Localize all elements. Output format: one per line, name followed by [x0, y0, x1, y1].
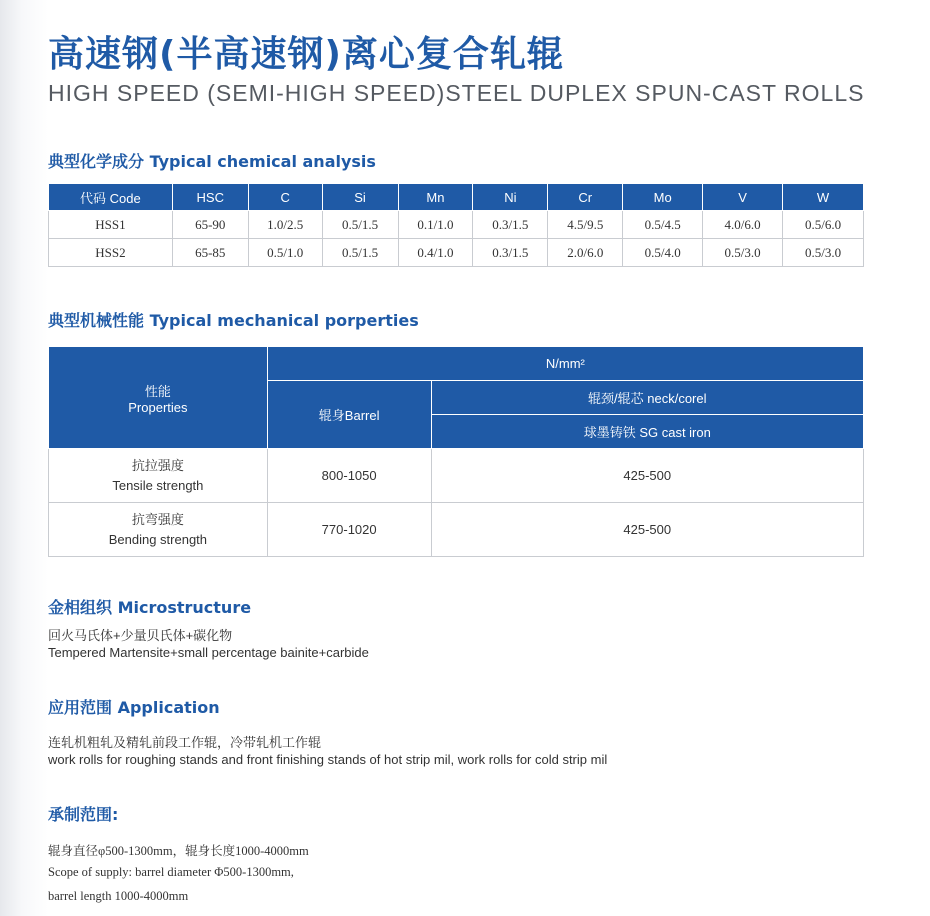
column-header: HSC — [172, 184, 248, 211]
table-cell: 0.3/1.5 — [473, 239, 548, 267]
barrel-value: 770-1020 — [267, 503, 431, 557]
table-cell: 65-85 — [172, 239, 248, 267]
neck-header: 辊颈/辊芯 neck/corel — [431, 381, 863, 415]
table-cell: 0.5/4.5 — [623, 211, 703, 239]
table-cell: 4.5/9.5 — [548, 211, 623, 239]
neck-value: 425-500 — [431, 503, 863, 557]
table-cell: 0.5/6.0 — [783, 211, 864, 239]
scope-line-3: barrel length 1000-4000mm — [48, 889, 189, 903]
table-row — [49, 503, 864, 557]
scope-heading: 承制范围: — [48, 805, 119, 824]
table-cell: 0.5/4.0 — [623, 239, 703, 267]
barrel-header: 辊身Barrel — [267, 381, 431, 449]
column-header: W — [783, 184, 864, 211]
column-header: V — [703, 184, 783, 211]
property-name-en: Bending strength — [108, 531, 208, 547]
page-subtitle: HIGH SPEED (SEMI-HIGH SPEED)STEEL DUPLEX SPUN-CAST ROLLS — [48, 80, 865, 106]
table-cell: 0.1/1.0 — [398, 211, 473, 239]
table-cell: 2.0/6.0 — [548, 239, 623, 267]
table-cell: 1.0/2.5 — [248, 211, 322, 239]
properties-label-en: Properties — [128, 399, 188, 415]
table-cell: 0.3/1.5 — [473, 211, 548, 239]
scope-line-2: Scope of supply: barrel diameter Φ500-1300mm, — [48, 865, 294, 879]
table-row — [49, 239, 864, 267]
barrel-value: 800-1050 — [267, 449, 431, 503]
table-cell: 0.4/1.0 — [398, 239, 473, 267]
column-header: Ni — [473, 184, 548, 211]
table-cell: 0.5/1.5 — [322, 211, 398, 239]
microstructure-heading: 金相组织 Microstructure — [48, 598, 252, 617]
column-header: Si — [322, 184, 398, 211]
microstructure-text-cn: 回火马氏体+少量贝氏体+碳化物 — [48, 628, 233, 643]
neck-value: 425-500 — [431, 449, 863, 503]
table-cell: 0.5/3.0 — [783, 239, 864, 267]
column-header: Mo — [623, 184, 703, 211]
material-header: 球墨铸铁 SG cast iron — [431, 415, 863, 449]
unit-header: N/mm² — [267, 347, 863, 381]
chemical-header-row — [49, 184, 864, 211]
application-text-cn: 连轧机粗轧及精轧前段工作辊，冷带轧机工作辊 — [48, 735, 322, 750]
table-cell: 0.5/1.0 — [248, 239, 322, 267]
column-header: 代码 Code — [49, 184, 173, 211]
page-title: 高速钢(半高速钢)离心复合轧辊 — [48, 34, 564, 75]
table-cell: 0.5/3.0 — [703, 239, 783, 267]
property-name-cn: 抗拉强度 — [131, 457, 184, 473]
properties-label-cn: 性能 — [144, 383, 171, 399]
properties-header — [49, 347, 268, 449]
property-name-cn: 抗弯强度 — [131, 511, 184, 527]
column-header: Mn — [398, 184, 473, 211]
mechanical-heading: 典型机械性能 Typical mechanical porperties — [48, 311, 419, 330]
application-heading: 应用范围 Application — [48, 698, 220, 717]
column-header: C — [248, 184, 322, 211]
table-cell: 4.0/6.0 — [703, 211, 783, 239]
table-cell: 65-90 — [172, 211, 248, 239]
chemical-heading: 典型化学成分 Typical chemical analysis — [48, 152, 376, 171]
column-header: Cr — [548, 184, 623, 211]
chemical-table — [48, 183, 864, 267]
application-text-en: work rolls for roughing stands and front finishing stands of hot strip mil, work rolls for cold strip mil — [48, 752, 608, 767]
table-cell: HSS2 — [49, 239, 173, 267]
table-cell: HSS1 — [49, 211, 173, 239]
table-row — [49, 449, 864, 503]
microstructure-text-en: Tempered Martensite+small percentage bainite+carbide — [48, 645, 369, 660]
property-name — [49, 449, 268, 503]
scope-line-1: 辊身直径φ500-1300mm，辊身长度1000-4000mm — [48, 844, 309, 858]
table-cell: 0.5/1.5 — [322, 239, 398, 267]
property-name — [49, 503, 268, 557]
mechanical-table — [48, 346, 864, 557]
table-row — [49, 211, 864, 239]
property-name-en: Tensile strength — [112, 477, 204, 493]
